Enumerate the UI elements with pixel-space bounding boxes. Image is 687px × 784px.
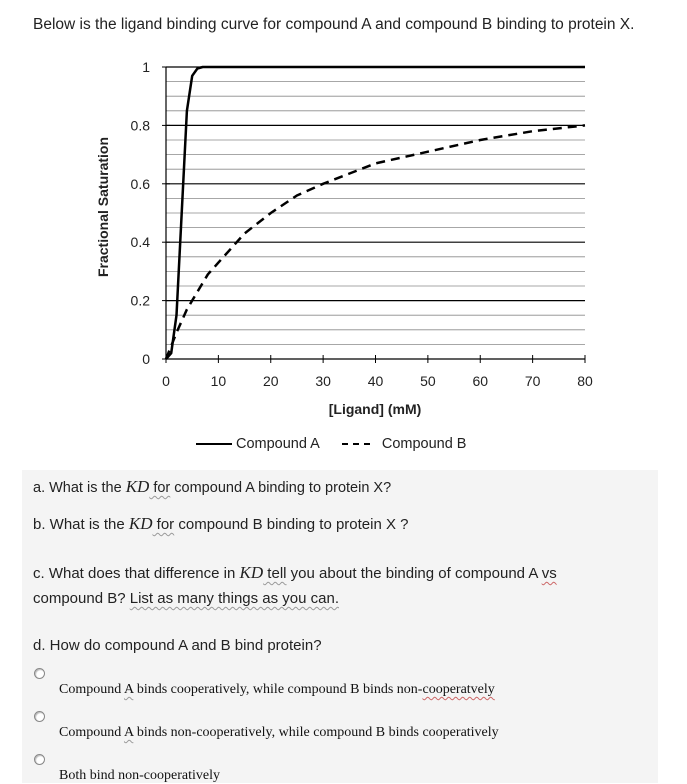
x-tick-label: 0 (162, 373, 170, 389)
x-tick-label: 70 (524, 373, 541, 389)
chart-legend (196, 436, 466, 452)
option-label[interactable]: Both bind non-cooperatively (59, 768, 220, 783)
y-tick-label: 0.4 (130, 234, 150, 251)
y-tick-label: 0.2 (130, 292, 150, 309)
x-axis-label: [Ligand] (mM) (328, 401, 422, 417)
x-tick-label: 60 (472, 373, 489, 389)
y-tick-label: 0 (142, 351, 150, 367)
legend-label-compound-a: Compound A (236, 436, 320, 452)
question-c-line2: compound B? List as many things as you can. (33, 590, 340, 607)
x-tick-label: 40 (367, 373, 384, 389)
radio-button[interactable] (34, 711, 45, 722)
kd-symbol: KD (239, 563, 264, 582)
legend-swatch-compound-b (342, 443, 370, 445)
x-tick-label: 10 (210, 373, 227, 389)
option-label[interactable]: Compound A binds non-cooperatively, while compound B binds cooperatively (59, 725, 499, 740)
option-label[interactable]: Compound A binds cooperatively, while compound B binds non-cooperatvely (59, 682, 495, 697)
question-b: b. What is the KD for compound B binding to protein X ? (33, 514, 409, 533)
radio-button[interactable] (34, 668, 45, 679)
x-tick-label: 20 (262, 373, 279, 389)
y-tick-label: 0.8 (130, 117, 150, 134)
x-tick-label: 50 (420, 373, 436, 389)
y-axis-label: Fractional Saturation (95, 136, 111, 278)
y-tick-label: 1 (142, 59, 150, 75)
radio-button[interactable] (34, 754, 45, 765)
option-2[interactable] (34, 715, 499, 741)
intro-text: Below is the ligand binding curve for compound A and compound B binding to protein X. (33, 16, 635, 33)
x-tick-label: 30 (315, 373, 331, 389)
option-3[interactable] (34, 758, 220, 784)
kd-symbol: KD (125, 477, 150, 496)
question-d: d. How do compound A and B bind protein? (33, 637, 322, 654)
question-c: c. What does that difference in KD tell you about the binding of compound A vs (33, 563, 557, 582)
legend-label-compound-b: Compound B (381, 436, 467, 452)
kd-symbol: KD (128, 514, 153, 533)
y-tick-label: 0.6 (130, 175, 150, 192)
option-1[interactable] (34, 672, 495, 698)
x-tick-label: 80 (577, 373, 593, 389)
question-a: a. What is the KD for compound A binding to protein X? (33, 477, 392, 496)
legend-swatch-compound-a (196, 443, 232, 445)
